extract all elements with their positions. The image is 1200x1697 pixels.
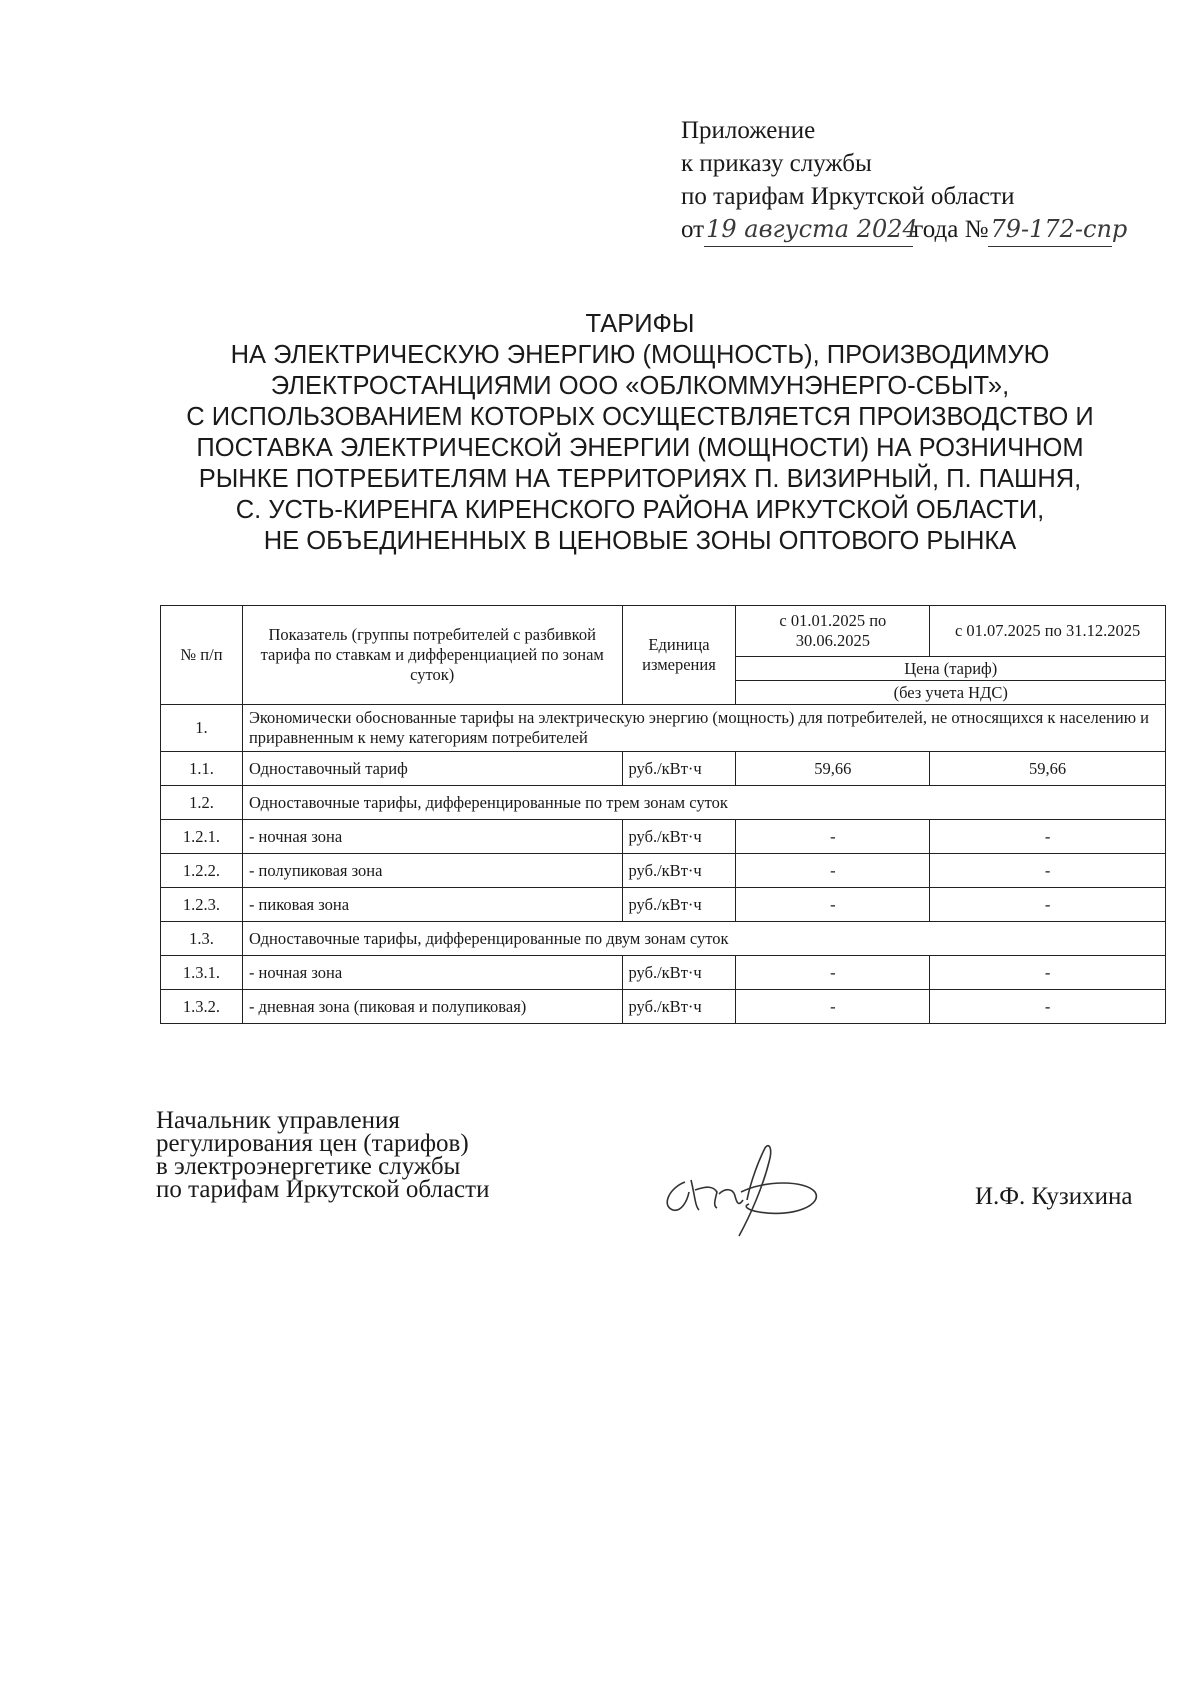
header-unit: Единица измерения [622,606,736,705]
row-label: - полупиковая зона [242,854,622,888]
row-label: Одноставочный тариф [242,752,622,786]
year-word: года № [913,216,989,243]
table-row [161,990,1166,1024]
table-row [161,854,1166,888]
row-value-1: - [736,990,930,1024]
title-line: НЕ ОБЪЕДИНЕННЫХ В ЦЕНОВЫЕ ЗОНЫ ОПТОВОГО РЫНКА [263,527,1017,555]
row-value-2: - [930,990,1166,1024]
title-line: НА ЭЛЕКТРИЧЕСКУЮ ЭНЕРГИЮ (МОЩНОСТЬ), ПРОИЗВОДИМУЮ [230,341,1050,369]
row-section-label: Экономически обоснованные тарифы на электрическую энергию (мощность) для потребителей, не относящихся к населению и приравненным к нему категориям потребителей [242,705,1165,752]
row-value-1: - [736,820,930,854]
row-num: 1.1. [161,752,243,786]
table-row [161,956,1166,990]
row-unit: руб./кВт·ч [622,990,736,1024]
header-period-2: с 01.07.2025 по 31.12.2025 [930,606,1166,657]
signer-line-4: по тарифам Иркутской области [156,1176,490,1203]
row-value-1: - [736,888,930,922]
row-num: 1.2.1. [161,820,243,854]
row-num: 1.2.2. [161,854,243,888]
title-line: РЫНКЕ ПОТРЕБИТЕЛЯМ НА ТЕРРИТОРИЯХ П. ВИЗИРНЫЙ, П. ПАШНЯ, [198,465,1082,493]
row-value-2: 59,66 [930,752,1166,786]
title-line: ЭЛЕКТРОСТАНЦИЯМИ ООО «ОБЛКОММУНЭНЕРГО-СБЫТ», [270,372,1010,400]
tariff-table [160,605,1166,1024]
row-num: 1.3.2. [161,990,243,1024]
signer-line-2: регулирования цен (тарифов) [156,1130,469,1157]
signer-title-block [156,1109,489,1201]
row-unit: руб./кВт·ч [622,752,736,786]
row-value-2: - [930,888,1166,922]
table-row [161,752,1166,786]
title-line: С. УСТЬ-КИРЕНГА КИРЕНСКОГО РАЙОНА ИРКУТСКОЙ ОБЛАСТИ, [235,496,1045,524]
header-period-1: с 01.01.2025 по 30.06.2025 [736,606,930,657]
row-value-2: - [930,956,1166,990]
table-row [161,820,1166,854]
table-row [161,786,1166,820]
signer-name: И.Ф. Кузихина [975,1183,1133,1210]
row-unit: руб./кВт·ч [622,956,736,990]
appendix-line-1: Приложение [681,117,816,144]
title-line: ТАРИФЫ [585,310,695,338]
row-label: - ночная зона [242,820,622,854]
appendix-order-line [681,213,1128,247]
row-label: - пиковая зона [242,888,622,922]
title-line: ПОСТАВКА ЭЛЕКТРИЧЕСКОЙ ЭНЕРГИИ (МОЩНОСТИ) НА РОЗНИЧНОМ [196,434,1084,462]
row-num: 1.3. [161,922,243,956]
signer-line-1: Начальник управления [156,1107,400,1134]
table-row [161,888,1166,922]
header-indicator: Показатель (группы потребителей с разбивкой тарифа по ставкам и дифференциацией по зонам суток) [242,606,622,705]
header-num: № п/п [161,606,243,705]
row-value-1: - [736,854,930,888]
from-word: от [681,216,705,243]
row-value-1: 59,66 [736,752,930,786]
row-value-2: - [930,854,1166,888]
row-section-label: Одноставочные тарифы, дифференцированные по двум зонам суток [242,922,1165,956]
row-value-2: - [930,820,1166,854]
table-row [161,705,1166,752]
row-num: 1.3.1. [161,956,243,990]
table-row [161,922,1166,956]
appendix-header [681,114,1128,247]
row-label: - дневная зона (пиковая и полупиковая) [242,990,622,1024]
appendix-line-3: по тарифам Иркутской области [681,183,1015,210]
row-unit: руб./кВт·ч [622,854,736,888]
handwritten-date: 19 августа 2024 [704,213,913,247]
header-vat: (без учета НДС) [736,681,1166,705]
handwritten-order-number: 79-172-спр [988,213,1112,247]
appendix-line-2: к приказу службы [681,150,872,177]
row-label: - ночная зона [242,956,622,990]
row-num: 1.2.3. [161,888,243,922]
row-num: 1. [161,705,243,752]
row-unit: руб./кВт·ч [622,888,736,922]
signer-line-3: в электроэнергетике службы [156,1153,461,1180]
document-title [120,309,1160,557]
header-price: Цена (тариф) [736,657,1166,681]
handwritten-signature [655,1140,825,1240]
row-unit: руб./кВт·ч [622,820,736,854]
table-header-row [161,606,1166,657]
row-num: 1.2. [161,786,243,820]
title-line: С ИСПОЛЬЗОВАНИЕМ КОТОРЫХ ОСУЩЕСТВЛЯЕТСЯ ПРОИЗВОДСТВО И [186,403,1094,431]
row-value-1: - [736,956,930,990]
row-section-label: Одноставочные тарифы, дифференцированные по трем зонам суток [242,786,1165,820]
